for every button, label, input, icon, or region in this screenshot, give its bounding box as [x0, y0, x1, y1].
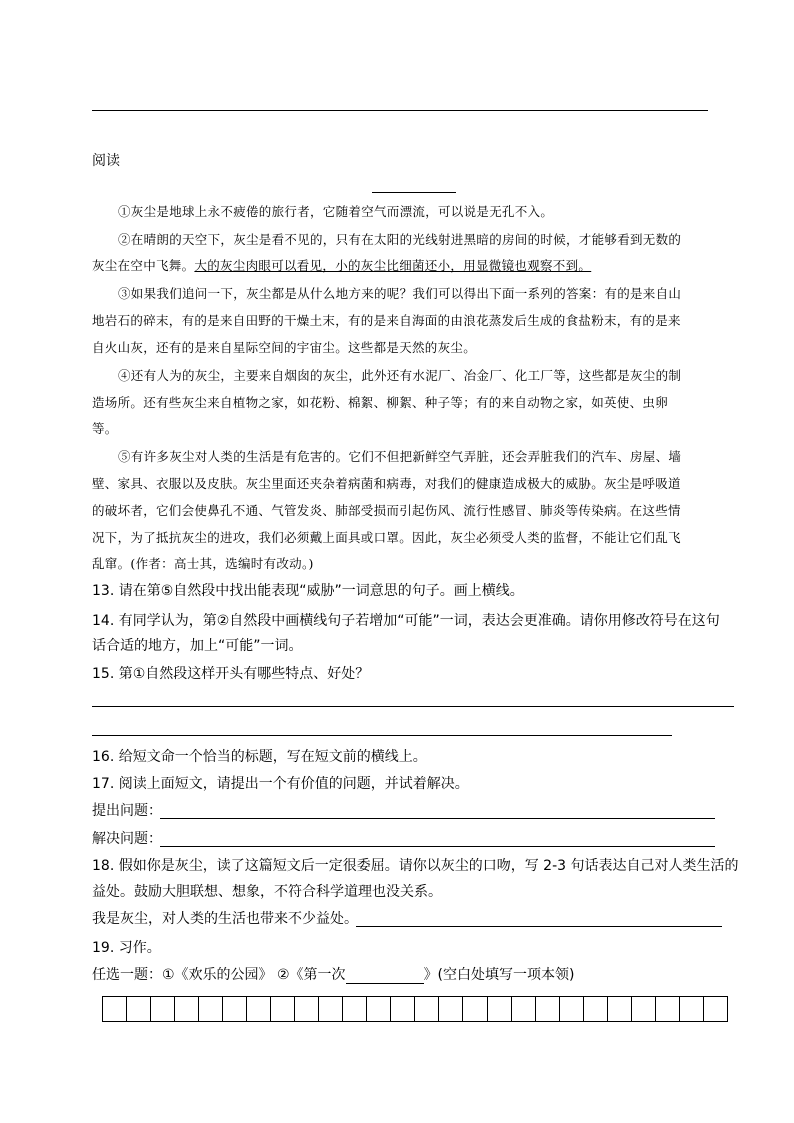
grid-cell[interactable] [488, 997, 512, 1021]
paragraph-4-line-3: 等。 [92, 421, 118, 436]
section-heading: 阅读 [92, 153, 120, 169]
choice-text-b: 》(空白处填写一项本领) [423, 967, 575, 983]
paragraph-2-line-1: ②在晴朗的天空下，灰尘是看不见的，只有在太阳的光线射进黑暗的房间的时候，才能够看到无数的 [118, 232, 682, 247]
grid-cell[interactable] [536, 997, 560, 1021]
grid-cell[interactable] [415, 997, 439, 1021]
question-15: 15. 第①自然段这样开头有哪些特点、好处？ [92, 666, 370, 682]
question-18-answer-line[interactable] [356, 926, 722, 927]
underlined-sentence: 大的灰尘肉眼可以看见，小的灰尘比细菌还小，用显微镜也观察不到。 [194, 258, 592, 273]
paragraph-5-line-4: 况下，为了抵抗灰尘的进攻，我们必须戴上面具或口罩。因此，灰尘必须受人类的监督，不能让它们乱飞 [92, 530, 681, 545]
choice-blank[interactable] [346, 969, 424, 984]
grid-cell[interactable] [127, 997, 151, 1021]
question-19-choices [92, 966, 575, 984]
grid-cell[interactable] [656, 997, 680, 1021]
grid-cell[interactable] [680, 997, 704, 1021]
grid-cell[interactable] [295, 997, 319, 1021]
answer-line-15b[interactable] [92, 735, 672, 736]
paragraph-5-line-1: ⑤有许多灰尘对人类的生活是有危害的。它们不但把新鲜空气弄脏，还会弄脏我们的汽车、房屋、墙 [118, 449, 682, 464]
grid-cell[interactable] [319, 997, 343, 1021]
paragraph-3-line-3: 自火山灰，还有的是来自星际空间的宇宙尘。这些都是天然的灰尘。 [92, 340, 477, 355]
paragraph-1: ①灰尘是地球上永不疲倦的旅行者，它随着空气而漂流，可以说是无孔不入。 [118, 204, 554, 219]
writing-grid[interactable] [102, 996, 728, 1022]
paragraph-3-line-1: ③如果我们追问一下，灰尘都是从什么地方来的呢？我们可以得出下面一系列的答案：有的是来自山 [118, 286, 682, 301]
question-18-line-2: 益处。鼓励大胆联想、想象，不符合科学道理也没关系。 [92, 884, 442, 900]
grid-cell[interactable] [608, 997, 632, 1021]
solve-question-label: 解决问题： [92, 831, 162, 847]
grid-cell[interactable] [391, 997, 415, 1021]
question-16: 16. 给短文命一个恰当的标题，写在短文前的横线上。 [92, 749, 427, 765]
paragraph-3-line-2: 地岩石的碎末，有的是来自田野的干燥土末，有的是来自海面的由浪花蒸发后生成的食盐粉末，有的是来 [92, 313, 681, 328]
question-13: 13. 请在第⑤自然段中找出能表现“威胁”一词意思的句子。画上横线。 [92, 583, 524, 599]
grid-cell[interactable] [584, 997, 608, 1021]
paragraph-5-line-5: 乱窜。(作者：高士其，选编时有改动。) [92, 556, 314, 571]
paragraph-4-line-2: 造场所。还有些灰尘来自植物之家，如花粉、棉絮、柳絮、种子等；有的来自动物之家，如英使、虫卵 [92, 395, 669, 410]
question-14-line-1: 14. 有同学认为，第②自然段中画横线句子若增加“可能”一词，表达会更准确。请你用修改符号在这句 [92, 613, 720, 629]
grid-cell[interactable] [103, 997, 127, 1021]
question-18-prompt: 我是灰尘，对人类的生活也带来不少益处。 [92, 911, 358, 927]
grid-cell[interactable] [175, 997, 199, 1021]
grid-cell[interactable] [439, 997, 463, 1021]
grid-cell[interactable] [151, 997, 175, 1021]
grid-cell[interactable] [343, 997, 367, 1021]
ask-question-line[interactable] [160, 818, 715, 819]
title-blank[interactable] [372, 192, 456, 193]
grid-cell[interactable] [512, 997, 536, 1021]
grid-cell[interactable] [247, 997, 271, 1021]
top-rule [92, 110, 708, 111]
grid-cell[interactable] [560, 997, 584, 1021]
grid-cell[interactable] [271, 997, 295, 1021]
grid-cell[interactable] [199, 997, 223, 1021]
grid-cell[interactable] [223, 997, 247, 1021]
question-17: 17. 阅读上面短文，请提出一个有价值的问题，并试着解决。 [92, 776, 469, 792]
ask-question-label: 提出问题： [92, 803, 162, 819]
paragraph-4-line-1: ④还有人为的灰尘，主要来自烟囱的灰尘，此外还有水泥厂、冶金厂、化工厂等，这些都是灰尘的制 [118, 368, 682, 383]
paragraph-2-text: 灰尘在空中飞舞。 [92, 258, 195, 273]
grid-cell[interactable] [367, 997, 391, 1021]
answer-line-15a[interactable] [92, 706, 734, 707]
paragraph-2-line-2 [92, 258, 591, 274]
question-19: 19. 习作。 [92, 940, 161, 956]
question-14-line-2: 话合适的地方，加上“可能”一词。 [92, 638, 303, 654]
grid-cell[interactable] [632, 997, 656, 1021]
paragraph-5-line-2: 壁、家具、衣服以及皮肤。灰尘里面还夹杂着病菌和病毒，对我们的健康造成极大的威胁。灰尘是呼吸道 [92, 476, 681, 491]
question-18-line-1: 18. 假如你是灰尘，读了这篇短文后一定很委屈。请你以灰尘的口吻，写 2-3 句话表达自己对人类生活的 [92, 858, 739, 874]
paragraph-5-line-3: 的破坏者，它们会使鼻孔不通、气管发炎、肺部受损而引起伤风、流行性感冒、肺炎等传染病。在这些情 [92, 503, 681, 518]
choice-text-a: 任选一题：①《欢乐的公园》 ②《第一次 [92, 967, 346, 983]
grid-cell[interactable] [704, 997, 727, 1021]
grid-cell[interactable] [463, 997, 487, 1021]
solve-question-line[interactable] [160, 846, 715, 847]
